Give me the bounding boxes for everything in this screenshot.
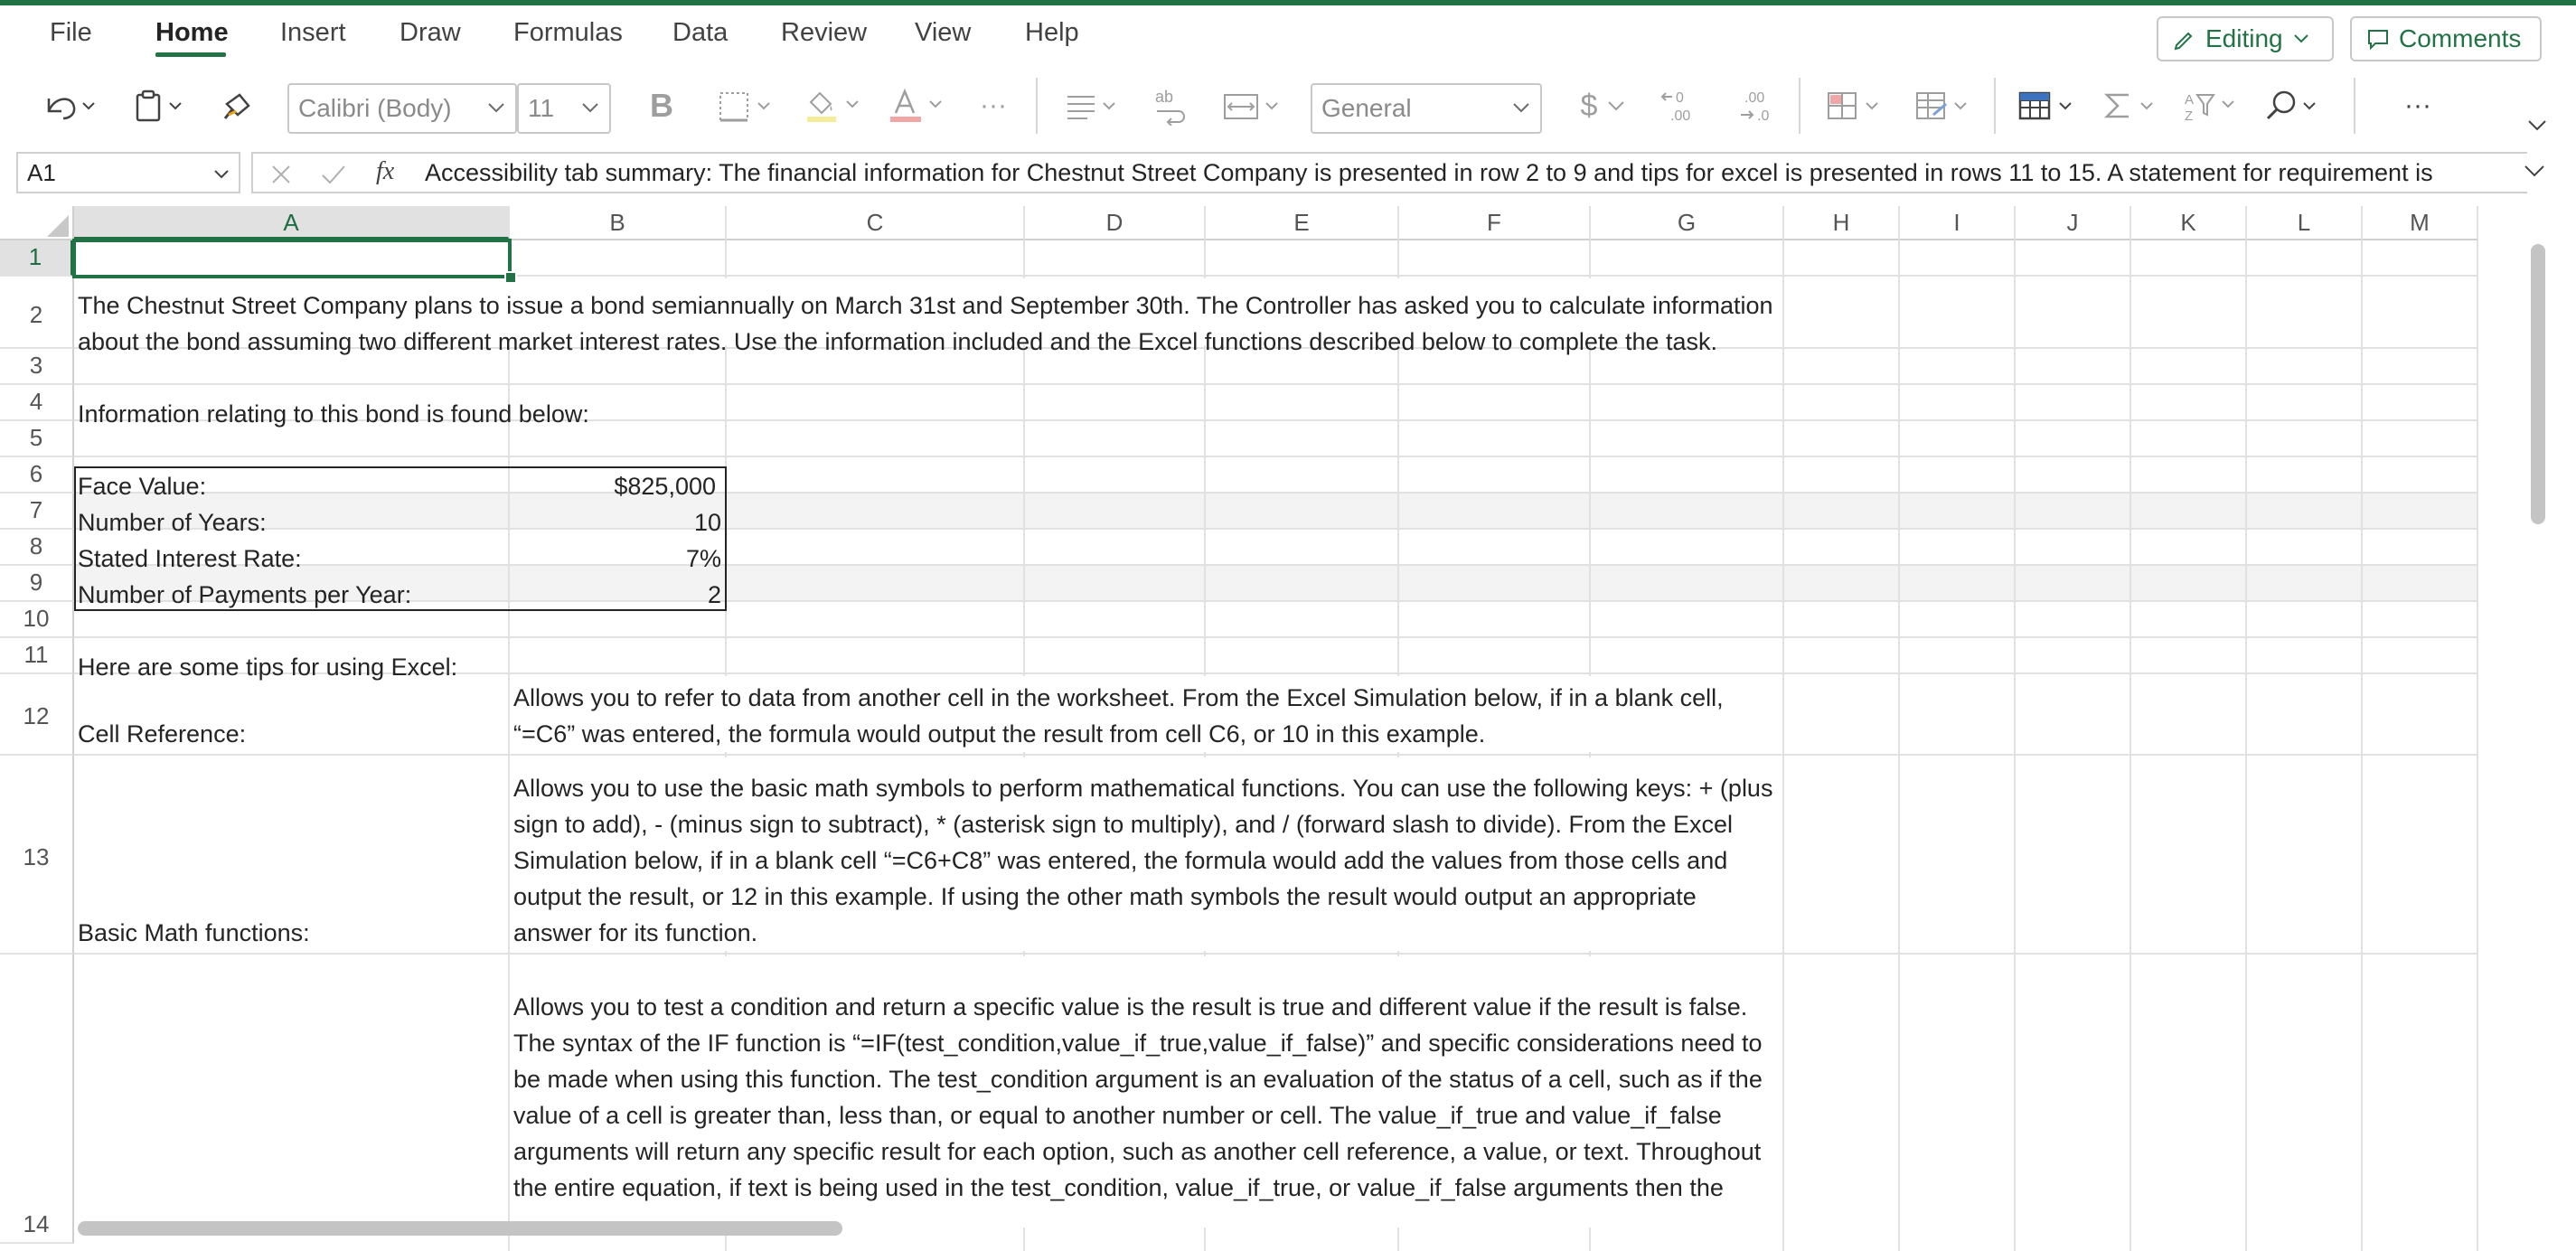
cell-a4[interactable]: Information relating to this bond is found below: <box>78 400 589 428</box>
cell-b9[interactable]: 2 <box>707 581 721 608</box>
row-header-8[interactable]: 8 <box>0 530 74 566</box>
align-icon <box>1060 88 1123 124</box>
undo-icon <box>42 88 99 124</box>
decrease-decimal-button[interactable] <box>1726 83 1779 128</box>
comments-label: Comments <box>2399 24 2522 52</box>
chevron-down-icon <box>213 168 230 181</box>
column-header-e[interactable]: E <box>1206 206 1399 240</box>
svg-text:Z: Z <box>2185 108 2194 124</box>
cell-styles-button[interactable] <box>2012 83 2081 128</box>
chevron-down-icon <box>2292 33 2310 45</box>
gridline <box>74 636 2478 638</box>
conditional-format-icon <box>1821 88 1885 124</box>
gridline <box>2129 240 2131 1251</box>
merge-icon <box>1219 88 1286 124</box>
more-options-button[interactable]: ··· <box>2404 90 2431 120</box>
cell-b6[interactable]: $825,000 <box>614 473 716 500</box>
format-as-table-button[interactable] <box>1907 83 1976 128</box>
active-cell-a1[interactable] <box>72 239 512 278</box>
column-header-a[interactable]: A <box>74 206 510 240</box>
column-header-h[interactable]: H <box>1784 206 1900 240</box>
gridline <box>2245 240 2247 1251</box>
borders-icon <box>713 88 776 124</box>
cell-a2[interactable]: The Chestnut Street Company plans to issue a bond semiannually on March 31st and September 30th. The Controller has asked you to calculate information about the bond assuming two different market interest rates. Use the information included and the Excel functions described below to complete the task. <box>78 292 1773 355</box>
gridline <box>2361 240 2363 1251</box>
gridline <box>74 383 2478 385</box>
row-header-9[interactable]: 9 <box>0 566 74 602</box>
worksheet-grid <box>0 206 2576 1251</box>
tab-draw[interactable]: Draw <box>400 18 461 47</box>
tab-review[interactable]: Review <box>781 18 868 47</box>
row-header-14[interactable]: 14 <box>0 955 74 1244</box>
column-header-b[interactable]: B <box>510 206 727 240</box>
row-header-11[interactable]: 11 <box>0 638 74 674</box>
autosum-button[interactable] <box>2095 83 2164 128</box>
wrap-text-button[interactable] <box>1146 83 1197 128</box>
row-header-7[interactable]: 7 <box>0 494 74 530</box>
cell-b13[interactable]: Allows you to use the basic math symbols to perform mathematical functions. You can use the following keys: + (plus sign to add), - (minus sign to subtract), * (asterisk sign to multiply), and / (forward slash to divide). From the Excel Simulation below, if in a blank cell “=C6+C8” was entered, the formula would add the values from those cells and output the result, or 12 in this example. If using the other math symbols the result would output an appropriate answer for its function. <box>513 775 1773 946</box>
tab-data[interactable]: Data <box>672 18 729 47</box>
gridline <box>74 456 2478 457</box>
decrease-decimal-icon <box>1730 86 1775 126</box>
svg-text:.00: .00 <box>1670 108 1691 124</box>
bold-button[interactable]: B <box>650 87 673 124</box>
chevron-down-icon <box>1511 98 1531 118</box>
conditional-format-button[interactable] <box>1819 83 1887 128</box>
expand-formula-bar-icon[interactable] <box>2522 161 2547 183</box>
column-header-g[interactable]: G <box>1591 206 1784 240</box>
paste-button[interactable] <box>127 83 195 128</box>
select-all-triangle-icon <box>0 206 74 240</box>
font-size-dropdown[interactable] <box>517 83 611 134</box>
svg-text:.00: .00 <box>1744 90 1765 106</box>
cell-b7[interactable]: 10 <box>693 509 721 536</box>
cell-styles-icon <box>2015 88 2078 124</box>
cell-a12[interactable]: Cell Reference: <box>78 720 247 748</box>
toolbar-divider <box>1799 78 1800 134</box>
comment-icon <box>2366 27 2390 51</box>
cell-a11[interactable]: Here are some tips for using Excel: <box>78 654 458 681</box>
name-box[interactable] <box>16 152 240 193</box>
active-tab-indicator <box>155 52 226 57</box>
horizontal-scrollbar[interactable] <box>78 1221 842 1236</box>
tab-formulas[interactable]: Formulas <box>513 18 623 47</box>
gridline <box>74 953 2478 955</box>
tab-file[interactable]: File <box>50 18 92 47</box>
formula-actions <box>251 152 423 193</box>
more-font-options-button[interactable]: ··· <box>980 90 1007 120</box>
column-header-i[interactable]: I <box>1900 206 2016 240</box>
sort-filter-icon <box>2179 86 2242 126</box>
svg-text:0: 0 <box>1676 90 1684 106</box>
toolbar-divider <box>1036 78 1038 134</box>
comments-button[interactable] <box>2350 16 2542 61</box>
find-icon <box>2262 88 2326 124</box>
tab-view[interactable]: View <box>915 18 972 47</box>
fill-color-icon <box>802 86 865 126</box>
font-size-value: 11 <box>528 94 555 122</box>
svg-text:.0: .0 <box>1757 108 1770 124</box>
insert-function-button[interactable]: fx <box>376 157 395 185</box>
borders-button[interactable] <box>710 83 779 128</box>
collapse-ribbon-button[interactable] <box>2522 112 2552 139</box>
toolbar-divider <box>1994 78 1996 134</box>
cell-a8[interactable]: Stated Interest Rate: <box>78 545 302 572</box>
row-header-1[interactable]: 1 <box>0 240 74 277</box>
confirm-icon[interactable] <box>320 163 347 186</box>
autosum-icon <box>2098 88 2161 124</box>
number-format-dropdown[interactable] <box>1311 83 1542 134</box>
editing-mode-button[interactable] <box>2157 16 2334 61</box>
row-header-4[interactable]: 4 <box>0 385 74 421</box>
formula-bar <box>0 152 2576 197</box>
cell-a13[interactable]: Basic Math functions: <box>78 919 310 946</box>
ribbon-tabs <box>0 5 2576 63</box>
name-box-value: A1 <box>27 159 56 186</box>
wrap-text-icon <box>1152 86 1191 126</box>
format-painter-icon <box>220 88 256 124</box>
column-header-j[interactable]: J <box>2016 206 2131 240</box>
cell-b8[interactable]: 7% <box>685 545 721 572</box>
format-as-table-icon <box>1910 88 1973 124</box>
find-button[interactable] <box>2260 83 2328 128</box>
chevron-down-icon <box>486 98 506 118</box>
row-header-12[interactable]: 12 <box>0 674 74 756</box>
tab-home[interactable]: Home <box>155 18 229 47</box>
svg-text:A: A <box>2185 92 2195 108</box>
cell-b12[interactable]: Allows you to refer to data from another cell in the worksheet. From the Excel Simulation below, if in a blank cell, “=C6” was entered, the formula would output the result from cell C6, or 10 in this example. <box>513 684 1724 748</box>
sort-filter-button[interactable] <box>2176 83 2245 128</box>
tab-insert[interactable]: Insert <box>280 18 346 47</box>
gridline <box>2477 240 2478 1251</box>
select-all-corner[interactable] <box>0 206 74 240</box>
undo-button[interactable] <box>36 83 105 128</box>
row-header-5[interactable]: 5 <box>0 421 74 457</box>
font-color-icon <box>885 86 948 126</box>
format-painter-button[interactable] <box>213 83 262 128</box>
gridline <box>1898 240 1900 1251</box>
fill-handle[interactable] <box>504 271 517 284</box>
row-header-13[interactable]: 13 <box>0 756 74 955</box>
increase-decimal-button[interactable] <box>1654 83 1706 128</box>
chevron-down-icon <box>2526 118 2548 133</box>
editing-label: Editing <box>2205 24 2283 52</box>
font-color-button[interactable] <box>882 83 951 128</box>
pencil-icon <box>2173 27 2196 51</box>
chevron-down-icon <box>1606 97 1626 115</box>
number-format-value: General <box>1321 94 1412 122</box>
cancel-icon[interactable] <box>269 163 293 186</box>
fill-color-button[interactable] <box>799 83 868 128</box>
font-name-value: Calibri (Body) <box>298 94 452 122</box>
paste-icon <box>132 88 190 124</box>
column-header-d[interactable]: D <box>1025 206 1206 240</box>
chevron-down-icon <box>580 98 600 118</box>
vertical-scrollbar[interactable] <box>2531 244 2545 524</box>
cell-a7[interactable]: Number of Years: <box>78 509 267 536</box>
gridline <box>2014 240 2016 1251</box>
column-header-f[interactable]: F <box>1399 206 1591 240</box>
column-header-k[interactable]: K <box>2131 206 2247 240</box>
row-header-6[interactable]: 6 <box>0 457 74 494</box>
toolbar-divider <box>2354 78 2355 134</box>
cell-a9[interactable]: Number of Payments per Year: <box>78 581 412 608</box>
currency-symbol: $ <box>1580 88 1598 123</box>
gridline <box>1782 240 1784 1251</box>
cell-a6[interactable]: Face Value: <box>78 473 207 500</box>
row-header-3[interactable]: 3 <box>0 349 74 385</box>
currency-format-button[interactable] <box>1571 83 1636 128</box>
formula-input[interactable]: Accessibility tab summary: The financial information for Chestnut Street Company is presented in row 2 to 9 and tips for excel is presented in rows 11 to 15. A statement for requirement is <box>421 152 2527 193</box>
gridline <box>74 754 2478 756</box>
column-header-c[interactable]: C <box>727 206 1025 240</box>
tab-help[interactable]: Help <box>1025 18 1079 47</box>
font-name-dropdown[interactable] <box>287 83 517 134</box>
cell-b14[interactable]: Allows you to test a condition and return a specific value is the result is true and different value if the result is false. The syntax of the IF function is “=IF(test_condition,value_if_true,value_if_false)” and specific considerations need to be made when using this function. The test_condition argument is an evaluation of the status of a cell, such as if the value of a cell is greater than, less than, or equal to another number or cell. The value_if_true and value_if_false arguments will return any specific result for each option, such as another cell reference, a value, or text. Throughout the entire equation, if text is being used in the test_condition, value_if_true, or value_if_false arguments then the <box>513 993 1763 1201</box>
column-header-m[interactable]: M <box>2363 206 2478 240</box>
align-button[interactable] <box>1058 83 1126 128</box>
svg-text:ab: ab <box>1155 88 1174 106</box>
column-header-l[interactable]: L <box>2247 206 2363 240</box>
row-header-2[interactable]: 2 <box>0 277 74 349</box>
row-header-10[interactable]: 10 <box>0 602 74 638</box>
increase-decimal-icon <box>1658 86 1703 126</box>
merge-button[interactable] <box>1217 83 1289 128</box>
